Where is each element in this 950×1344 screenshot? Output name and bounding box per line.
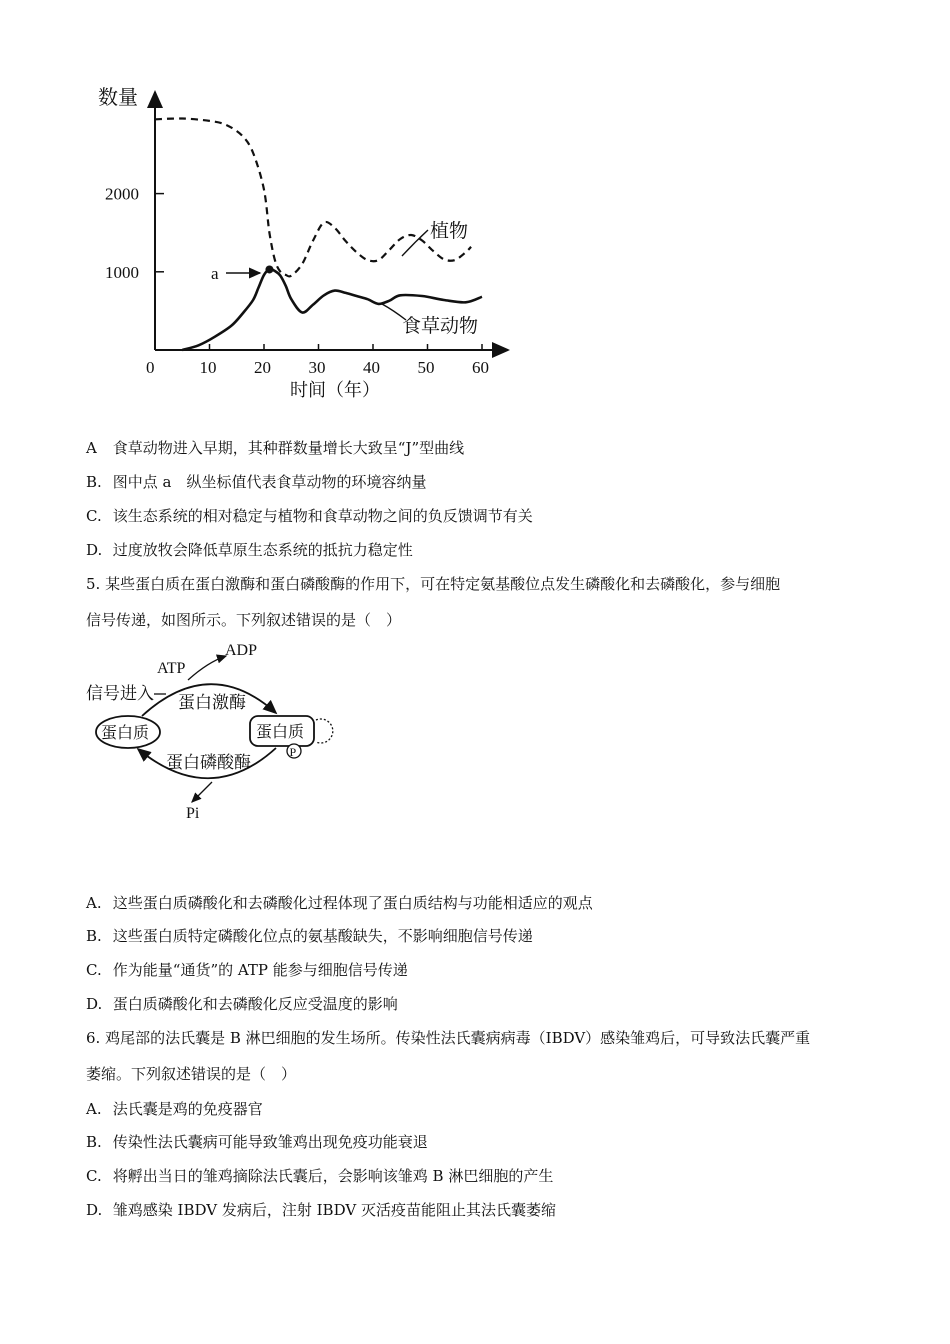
phosphorylation-diagram [80, 636, 360, 826]
q5-stem-line1: 5. 某些蛋白质在蛋白激酶和蛋白磷酸酶的作用下，可在特定氨基酸位点发生磷酸化和去磷酸化，参与细胞 [86, 575, 781, 593]
x-tick-label: 20 [254, 358, 271, 377]
q6-stem-line2: 萎缩。下列叙述错误的是（ ） [86, 1065, 297, 1083]
pi-label: Pi [186, 805, 200, 822]
signal-label: 信号进入 [86, 684, 154, 704]
x-tick-label: 50 [417, 358, 435, 377]
series-line-plant [155, 118, 471, 276]
x-axis-label: 时间（年） [290, 380, 380, 401]
q5-option-b: B. 这些蛋白质特定磷酸化位点的氨基酸缺失，不影响细胞信号传递 [86, 927, 533, 945]
q4-option-d: D. 过度放牧会降低草原生态系统的抵抗力稳定性 [86, 541, 413, 559]
x-tick-label: 10 [199, 358, 217, 377]
series-leader-herbivore [382, 304, 406, 320]
kinase-label: 蛋白激酶 [178, 693, 246, 713]
pi-arrow [192, 782, 212, 802]
activity-mark [316, 719, 333, 743]
q5-option-d: D. 蛋白质磷酸化和去磷酸化反应受温度的影响 [86, 995, 398, 1013]
q6-option-b: B. 传染性法氏囊病可能导致雏鸡出现免疫功能衰退 [86, 1133, 428, 1151]
q6-option-c: C. 将孵出当日的雏鸡摘除法氏囊后，会影响该雏鸡 B 淋巴细胞的产生 [86, 1167, 554, 1185]
atp-label: ATP [157, 660, 186, 677]
q5-stem-line2: 信号传递，如图所示。下列叙述错误的是（ ） [86, 611, 402, 629]
x-tick-label: 40 [363, 358, 380, 377]
x-tick-label: 60 [472, 358, 489, 377]
q6-stem-line1: 6. 鸡尾部的法氏囊是 B 淋巴细胞的发生场所。传染性法氏囊病病毒（IBDV）感染雏鸡后，可导致法氏囊严重 [86, 1029, 811, 1047]
series-label-herbivore: 食草动物 [402, 315, 479, 337]
q5-option-c: C. 作为能量“通货”的 ATP 能参与细胞信号传递 [86, 961, 408, 979]
q4-option-b: B. 图中点 a 纵坐标值代表食草动物的环境容纳量 [86, 473, 427, 491]
series-line-herbivore [182, 269, 482, 350]
q4-option-a: A 食草动物进入早期，其种群数量增长大致呈“J”型曲线 [86, 439, 465, 457]
protein-right-label: 蛋白质 [256, 722, 305, 741]
atp-adp-arrow [188, 656, 226, 680]
point-a-marker [265, 265, 273, 273]
x-tick-label: 30 [308, 358, 326, 377]
adp-label: ADP [225, 642, 258, 659]
y-axis-label: 数量 [98, 85, 138, 109]
q5-option-a: A. 这些蛋白质磷酸化和去磷酸化过程体现了蛋白质结构与功能相适应的观点 [86, 894, 593, 912]
origin-label: 0 [146, 358, 155, 377]
phosphate-marker-label: P [289, 745, 297, 759]
y-tick-label: 1000 [105, 262, 139, 282]
series-label-plant: 植物 [430, 220, 469, 242]
population-chart [80, 80, 530, 410]
q6-option-a: A. 法氏囊是鸡的免疫器官 [86, 1100, 263, 1118]
y-tick-label: 2000 [105, 184, 139, 204]
phosphatase-label: 蛋白磷酸酶 [166, 753, 251, 773]
q4-option-c: C. 该生态系统的相对稳定与植物和食草动物之间的负反馈调节有关 [86, 507, 533, 525]
protein-left-label: 蛋白质 [101, 723, 150, 742]
q6-option-d: D. 雏鸡感染 IBDV 发病后，注射 IBDV 灭活疫苗能阻止其法氏囊萎缩 [86, 1201, 556, 1219]
point-a-label: a [211, 264, 219, 283]
